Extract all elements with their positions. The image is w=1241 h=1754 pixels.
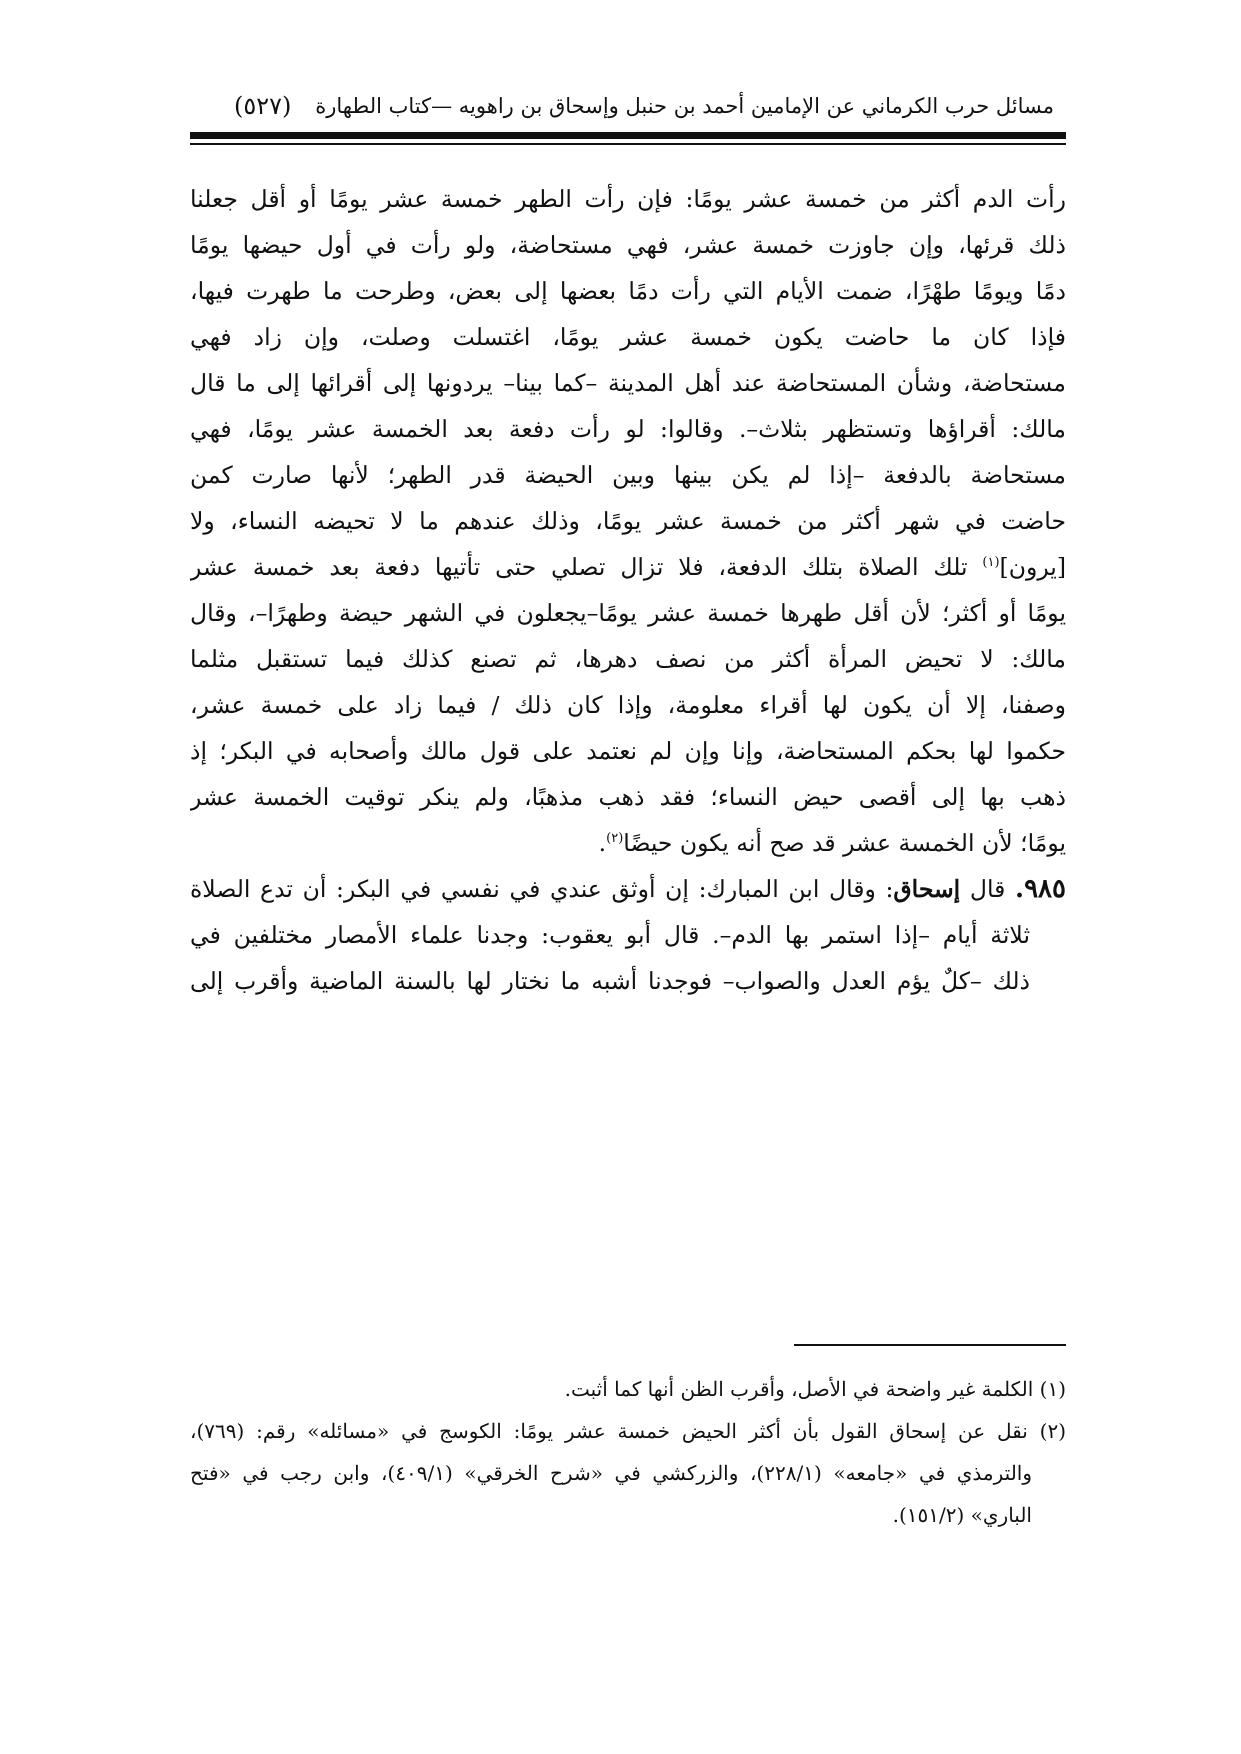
text-line: دمًا ويومًا طهْرًا، ضمت الأيام التي رأت دمًا بعضها إلى بعض، وطرحت ما طهرت فيها، — [190, 277, 1066, 305]
header-rule-thick — [190, 132, 1066, 139]
page-number: (٥٢٧) — [234, 92, 292, 120]
text-line: حكموا لها بحكم المستحاضة، وإنا وإن لم نعتمد على قول مالك وأصحابه في البكر؛ إذ — [190, 737, 1066, 765]
footnote-separator — [794, 1344, 1066, 1346]
text-line: فإذا كان ما حاضت يكون خمسة عشر يومًا، اغتسلت وصلت، وإن زاد فهي — [190, 323, 1066, 351]
footnote-2-line: (٢) نقل عن إسحاق القول بأن أكثر الحيض خمسة عشر يومًا: الكوسج في «مسائله» رقم: (٧٦٩)، — [190, 1419, 1066, 1443]
text-line: ذلك قرئها، وإن جاوزت خمسة عشر، فهي مستحاضة، ولو رأت في أول حيضها يومًا — [190, 231, 1066, 259]
text-line: رأت الدم أكثر من خمسة عشر يومًا: فإن رأت الطهر خمسة عشر يومًا أو أقل جعلنا — [190, 185, 1066, 213]
bracketed-word: [يرون] — [999, 553, 1066, 581]
footnote-ref-1[interactable]: (١) — [982, 555, 1000, 571]
text-line: مستحاضة، وشأن المستحاضة عند أهل المدينة –كما بينا– يردونها إلى أقرائها إلى ما قال — [190, 369, 1066, 397]
text-line: ثلاثة أيام –إذا استمر بها الدم–. قال أبو يعقوب: وجدنا علماء الأمصار مختلفين في — [190, 921, 1030, 949]
speaker-name: إسحاق — [893, 875, 961, 903]
footnote-2-line: والترمذي في «جامعه» (٢٢٨/١)، والزركشي في «شرح الخرقي» (٤٠٩/١)، وابن رجب في «فتح — [190, 1461, 1032, 1485]
text-line: ذلك –كلٌ يؤم العدل والصواب– فوجدنا أشبه ما نختار لها بالسنة الماضية وأقرب إلى — [190, 967, 1030, 995]
running-header — [234, 86, 1054, 130]
text-line: حاضت في شهر أكثر من خمسة عشر يومًا، وذلك عندهم ما لا تحيضه النساء، ولا — [190, 507, 1066, 535]
main-text — [190, 176, 1066, 1004]
footnote-1: (١) الكلمة غير واضحة في الأصل، وأقرب الظن أنها كما أثبت. — [564, 1377, 1066, 1401]
text-line: مالك: أقراؤها وتستظهر بثلاث–. وقالوا: لو رأت دفعة بعد الخمسة عشر يومًا، فهي — [190, 415, 1066, 443]
text-line: يومًا أو أكثر؛ لأن أقل طهرها خمسة عشر يومًا–يجعلون في الشهر حيضة وطهرًا–، وقال — [190, 599, 1066, 627]
text-line: مستحاضة بالدفعة –إذا لم يكن بينها وبين الحيضة قدر الطهر؛ لأنها صارت كمن — [190, 461, 1066, 489]
header-rule-thin — [190, 143, 1066, 145]
text-line: [يرون]$^{(١)}$ تلك الصلاة بتلك الدفعة، فلا تزال تصلي حتى تأتيها دفعة بعد خمسة عشر — [190, 553, 1066, 581]
footnote-2-line: الباري» (١٥١/٢). — [892, 1503, 1032, 1527]
footnotes — [190, 1368, 1066, 1536]
item-985-first-line: ٩٨٥. قال إسحاق: وقال ابن المبارك: إن أوثق عندي في نفسي في البكر: أن تدع الصلاة — [190, 874, 1066, 904]
footnote-ref-2[interactable]: (٢) — [606, 831, 624, 847]
text-line: يومًا؛ لأن الخمسة عشر قد صح أنه يكون حيضًا$^{(٢)}$. — [598, 829, 1066, 857]
text-line: وصفنا، إلا أن يكون لها أقراء معلومة، وإذا كان ذلك / فيما زاد على خمسة عشر، — [190, 691, 1066, 719]
header-title: مسائل حرب الكرماني عن الإمامين أحمد بن حنبل وإسحاق بن راهويه —كتاب الطهارة — [315, 94, 1054, 118]
item-number: ٩٨٥. — [1015, 874, 1066, 904]
text-line: مالك: لا تحيض المرأة أكثر من نصف دهرها، ثم تصنع كذلك فيما تستقبل مثلما — [190, 645, 1066, 673]
text-line: ذهب بها إلى أقصى حيض النساء؛ فقد ذهب مذهبًا، ولم ينكر توقيت الخمسة عشر — [190, 783, 1066, 811]
